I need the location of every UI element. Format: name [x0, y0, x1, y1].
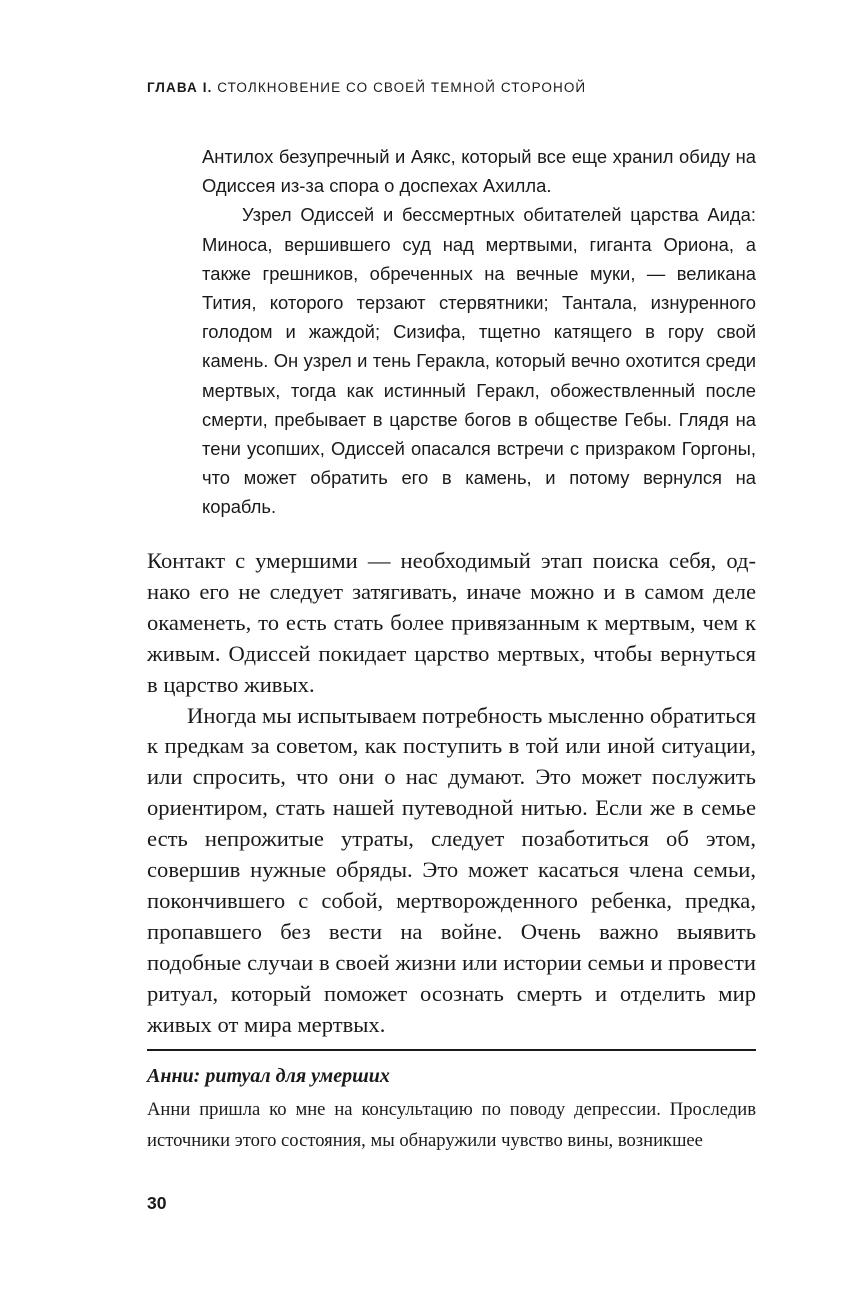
body-paragraph: Иногда мы испытываем потребность мысленно обратиться к предкам за советом, как поступить в той или иной ситуации, или спросить, что они о нас думают. Это может послужить ориентиром, стать нашей путеводной нитью. Если же в семье есть непрожитые утраты, следует позаботиться об этом, совершив нужные обряды. Это может касаться члена семьи, покончившего с собой, мертворожденного ребенка, предка, пропавшего без вести на войне. Очень важно выявить подобные случаи в своей жизни или истории семьи и провести ритуал, который поможет осознать смерть и отделить мир живых от мира мертвых. — [147, 702, 756, 1037]
running-header — [147, 80, 586, 95]
case-study-title: Анни: ритуал для умерших — [147, 1065, 390, 1087]
quote-paragraph: Узрел Одиссей и бессмертных обитателей царства Аида: Миноса, вершившего суд над мертвыми, гиганта Ориона, а также грешников, обреченных на вечные муки, — великана Тития, которого терзают стервятники; Тантала, изнуренного голодом и жаждой; Сизифа, тщетно катящего в гору свой камень. Он узрел и тень Геракла, который вечно охотится среди мертвых, тогда как истинный Геракл, обожествленный после смерти, пребывает в царстве богов в обществе Гебы. Глядя на тени усопших, Одиссей опасался встречи с призраком Горгоны, что может обратить его в камень, и потому вернулся на корабль. — [202, 204, 756, 518]
chapter-title: СТОЛКНОВЕНИЕ СО СВОЕЙ ТЕМНОЙ СТОРОНОЙ — [217, 80, 587, 95]
page-number: 30 — [147, 1193, 167, 1213]
section-divider — [147, 1049, 756, 1051]
case-study — [147, 1062, 756, 1156]
chapter-label: ГЛАВА I. — [147, 80, 213, 95]
quoted-passage — [202, 142, 756, 522]
body-paragraph: Контакт с умершими — необходимый этап поиска себя, однако его не следует затягивать, иначе можно и в самом деле окаменеть, то есть стать более привязанным к мертвым, чем к живым. Одиссей покидает царство мертвых, чтобы вернуться в царство живых. — [147, 548, 756, 697]
case-study-text: Анни пришла ко мне на консультацию по поводу депрессии. Проследив источники этого состояния, мы обнаружили чувство вины, возникшее — [147, 1099, 756, 1151]
main-text — [147, 546, 756, 1041]
quote-paragraph: Антилох безупречный и Аякс, который все еще хранил обиду на Одиссея из-за спора о доспехах Ахилла. — [202, 146, 756, 197]
